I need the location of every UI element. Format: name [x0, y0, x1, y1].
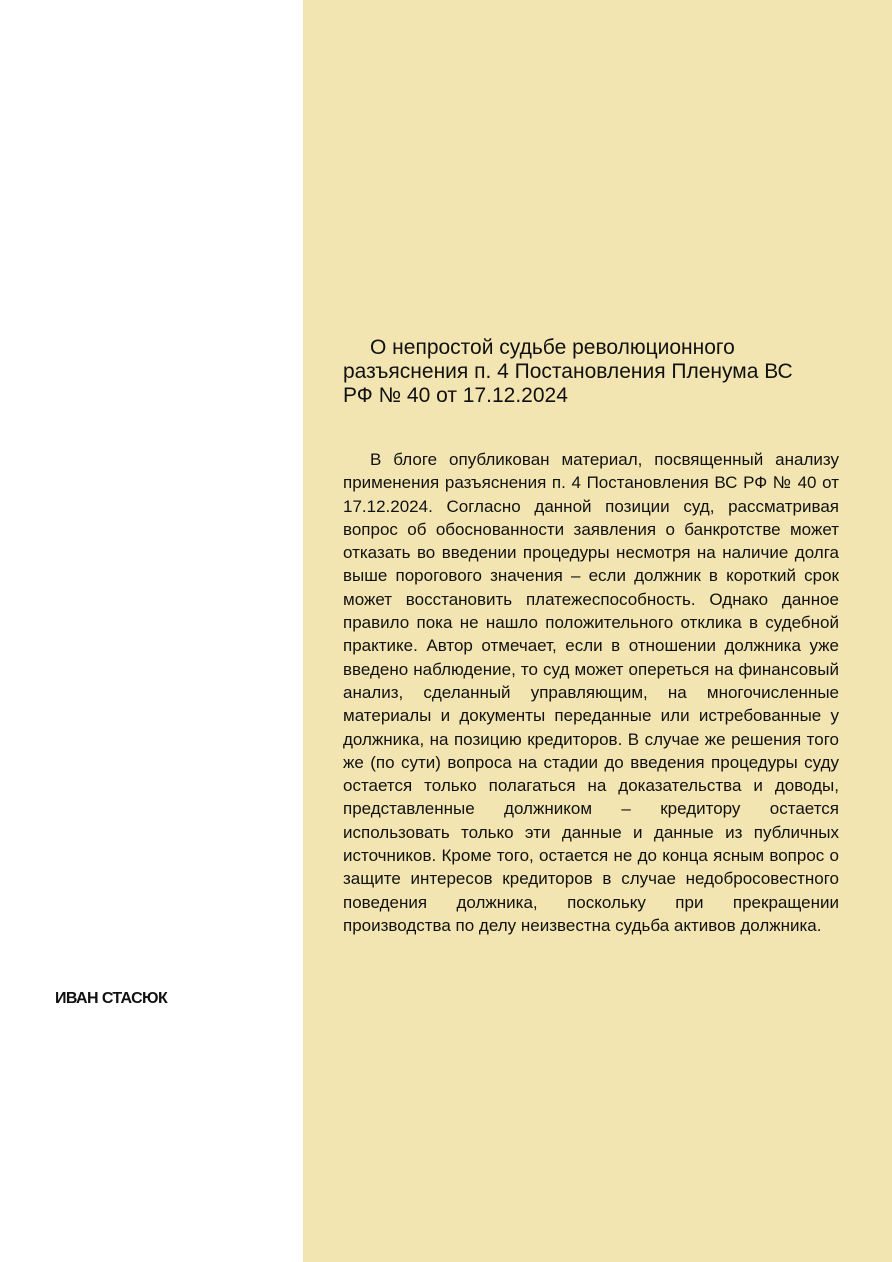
article-body: В блоге опубликован материал, посвященный анализу применения разъяснения п. 4 Постановления ВС РФ № 40 от 17.12.2024. Согласно данной позиции суд, рассматривая вопрос об обоснованности заявления о банкротстве может отказать во введении процедуры несмотря на наличие долга выше порогового значения – если должник в короткий срок может восстановить платежеспособность. Однако данное правило пока не нашло положительного отклика в судебной практике. Автор отмечает, если в отношении должника уже введено наблюдение, то суд может опереться на финансовый анализ, сделанный управляющим, на многочисленные материалы и документы переданные или истребованные у должника, на позицию кредиторов. В случае же решения того же (по сути) вопроса на стадии до введения процедуры суду остается только полагаться на доказательства и доводы, представленные должником – кредитору остается использовать только эти данные и данные из публичных источников. Кроме того, остается не до конца ясным вопрос о защите интересов кредиторов в случае недобросовестного поведения должника, поскольку при прекращении производства по делу неизвестна судьба активов должника.: [343, 450, 839, 935]
article-title: О непростой судьбе революционного разъяснения п. 4 Постановления Пленума ВС РФ № 40 от 17.12.2024: [343, 336, 793, 407]
left-column: [0, 0, 303, 1262]
article-panel: [303, 0, 892, 1262]
author-name: ИВАН СТАСЮК: [55, 990, 168, 1007]
